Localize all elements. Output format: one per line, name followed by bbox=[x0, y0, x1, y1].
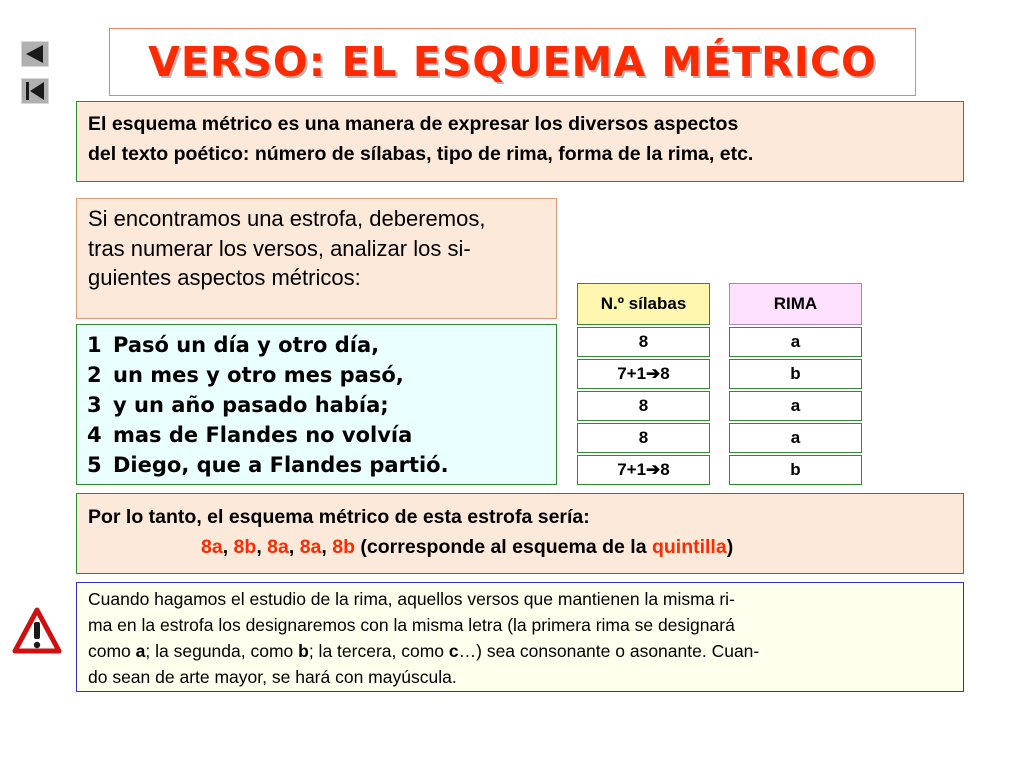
first-slide-button[interactable] bbox=[21, 78, 49, 104]
verse-line bbox=[87, 390, 550, 420]
verse-number: 2 bbox=[87, 363, 102, 387]
instructions-box bbox=[76, 198, 557, 319]
rhyme-cell: b bbox=[729, 455, 862, 485]
first-page-icon bbox=[22, 79, 48, 103]
rhyme-cell: a bbox=[729, 391, 862, 421]
scheme-separator: , bbox=[222, 536, 234, 558]
note-text: ; la tercera, como bbox=[308, 641, 449, 661]
verse-number: 1 bbox=[87, 333, 102, 357]
syllables-cell: 8 bbox=[577, 391, 710, 421]
verse-text: y un año pasado había; bbox=[113, 393, 389, 417]
note-text: ; la segunda, como bbox=[145, 641, 299, 661]
page-title: VERSO: EL ESQUEMA MÉTRICO bbox=[109, 28, 916, 96]
note-line: Cuando hagamos el estudio de la rima, aquellos versos que mantienen la misma ri- bbox=[88, 589, 735, 609]
scheme-separator: , bbox=[256, 536, 268, 558]
scheme-item: 8b bbox=[233, 536, 257, 558]
scheme-explanation: (corresponde al esquema de la bbox=[355, 536, 652, 558]
rhyme-cell: a bbox=[729, 327, 862, 357]
syllables-cell: 7+1➔8 bbox=[577, 455, 710, 485]
syllables-cell: 8 bbox=[577, 423, 710, 453]
scheme-item: 8a bbox=[299, 536, 322, 558]
conclusion-box bbox=[76, 493, 964, 574]
triangle-left-icon bbox=[22, 42, 48, 66]
warning-icon bbox=[12, 606, 62, 656]
instructions-line: guientes aspectos métricos: bbox=[88, 265, 361, 290]
rhyme-cell: a bbox=[729, 423, 862, 453]
intro-box bbox=[76, 101, 964, 182]
intro-line: del texto poético: número de sílabas, tipo de rima, forma de la rima, etc. bbox=[88, 143, 754, 165]
verses-box bbox=[76, 324, 557, 485]
note-letter-a: a bbox=[135, 641, 146, 661]
verse-text: Pasó un día y otro día, bbox=[113, 333, 380, 357]
note-text: …) sea consonante o asonante. Cuan- bbox=[458, 641, 760, 661]
scheme-term: quintilla bbox=[651, 536, 727, 558]
verse-number: 5 bbox=[87, 453, 102, 477]
instructions-line: Si encontramos una estrofa, deberemos, bbox=[88, 206, 486, 231]
rhyme-header: RIMA bbox=[729, 283, 862, 325]
note-text: como bbox=[88, 641, 136, 661]
verse-text: Diego, que a Flandes partió. bbox=[113, 453, 449, 477]
rhyme-note-box bbox=[76, 582, 964, 692]
intro-line: El esquema métrico es una manera de expresar los diversos aspectos bbox=[88, 113, 739, 135]
verse-text: mas de Flandes no volvía bbox=[113, 423, 413, 447]
conclusion-line: Por lo tanto, el esquema métrico de esta estrofa sería: bbox=[88, 506, 590, 528]
scheme-item: 8a bbox=[201, 536, 223, 558]
scheme-item: 8a bbox=[267, 536, 289, 558]
verse-line bbox=[87, 420, 550, 450]
verse-text: un mes y otro mes pasó, bbox=[113, 363, 404, 387]
syllables-header: N.º sílabas bbox=[577, 283, 710, 325]
scheme-item: 8b bbox=[332, 536, 356, 558]
instructions-line: tras numerar los versos, analizar los si- bbox=[88, 235, 471, 261]
note-letter-c: c bbox=[448, 641, 459, 661]
note-line bbox=[88, 638, 955, 664]
previous-slide-button[interactable] bbox=[21, 41, 49, 67]
verse-line bbox=[87, 450, 550, 480]
verse-line bbox=[87, 360, 550, 390]
scheme-separator: , bbox=[321, 536, 333, 558]
metric-scheme-line bbox=[88, 532, 955, 562]
syllables-cell: 7+1➔8 bbox=[577, 359, 710, 389]
note-letter-b: b bbox=[298, 641, 309, 661]
scheme-separator: , bbox=[288, 536, 300, 558]
note-line: do sean de arte mayor, se hará con mayúscula. bbox=[88, 667, 457, 687]
rhyme-cell: b bbox=[729, 359, 862, 389]
note-line: ma en la estrofa los designaremos con la misma letra (la primera rima se designará bbox=[88, 615, 735, 635]
syllables-cell: 8 bbox=[577, 327, 710, 357]
verse-number: 4 bbox=[87, 423, 102, 447]
scheme-close: ) bbox=[726, 536, 734, 558]
verse-number: 3 bbox=[87, 393, 102, 417]
verse-line bbox=[87, 330, 550, 360]
